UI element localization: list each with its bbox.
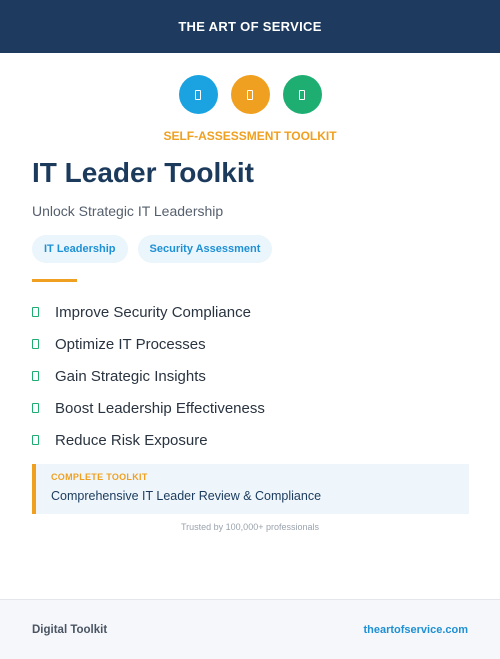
kicker-label: SELF-ASSESSMENT TOOLKIT [163, 129, 337, 143]
check-icon [32, 435, 39, 445]
orange-badge-icon [231, 75, 270, 114]
icon-row [0, 75, 500, 114]
check-icon [32, 339, 39, 349]
feature-list [32, 296, 265, 456]
accent-divider [32, 279, 77, 282]
feature-item [32, 296, 265, 328]
check-icon [32, 403, 39, 413]
feature-text: Boost Leadership Effectiveness [55, 399, 265, 417]
green-badge-icon [283, 75, 322, 114]
footer-bar [0, 599, 500, 659]
check-icon [32, 307, 39, 317]
feature-item [32, 360, 265, 392]
feature-item [32, 392, 265, 424]
website-link[interactable]: theartofservice.com [363, 623, 468, 636]
tag-it-leadership: IT Leadership [32, 235, 128, 263]
toolkit-callout [32, 464, 469, 514]
feature-text: Optimize IT Processes [55, 335, 206, 353]
page-subtitle: Unlock Strategic IT Leadership [32, 203, 224, 219]
feature-item [32, 328, 265, 360]
callout-text: Comprehensive IT Leader Review & Compliance [51, 489, 322, 503]
callout-label: COMPLETE TOOLKIT [51, 472, 148, 482]
trust-note: Trusted by 100,000+ professionals [180, 522, 319, 532]
page-title: IT Leader Toolkit [32, 157, 254, 188]
feature-text: Improve Security Compliance [55, 303, 251, 321]
check-icon [32, 371, 39, 381]
tag-list [32, 235, 272, 263]
brand-name: THE ART OF SERVICE [178, 19, 322, 34]
footer-label: Digital Toolkit [32, 623, 108, 636]
header-banner [0, 0, 500, 53]
feature-item [32, 424, 265, 456]
blue-badge-icon [179, 75, 218, 114]
tag-security-assessment: Security Assessment [138, 235, 273, 263]
feature-text: Reduce Risk Exposure [55, 431, 208, 449]
feature-text: Gain Strategic Insights [55, 367, 206, 385]
